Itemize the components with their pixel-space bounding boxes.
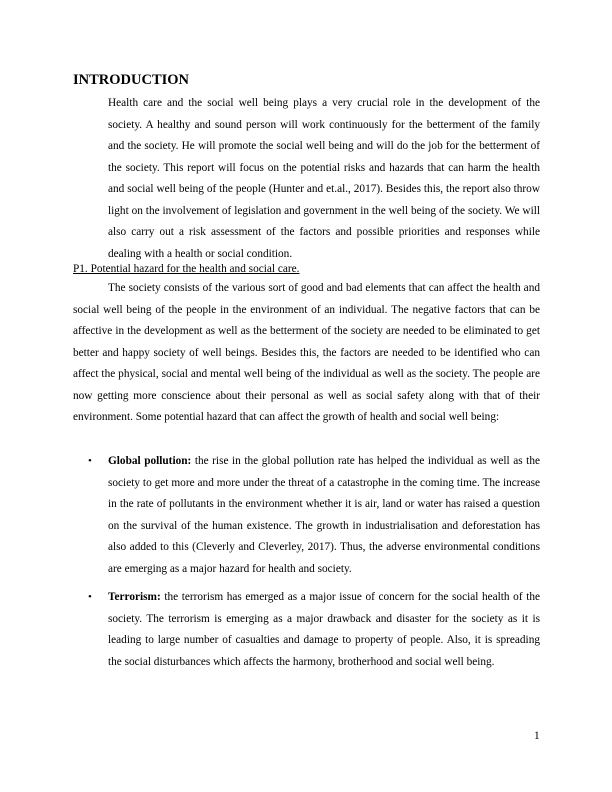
introduction-heading: INTRODUCTION (73, 72, 190, 88)
introduction-paragraph: Health care and the social well being plays a very crucial role in the development of the society. A healthy and sound person will work continuously for the betterment of the family and the society. He will promote the social well being and will do the job for the betterment of the society. This report will focus on the potential risks and hazards that can harm the health and social well being of the people (Hunter and et.al., 2017). Besides this, the report also throw light on the involvement of legislation and government in the well being of the society. We will also carry out a risk assessment of the factors and possible priorities and responses while dealing with a health or social condition. (108, 97, 540, 260)
p1-paragraph: The society consists of the various sort of good and bad elements that can affect the health and social well being of the people in the environment of an individual. The negative factors that can be affective in the development as well as the betterment of the society are needed to be eliminated to get better and happy society of well beings. Besides this, the factors are needed to be identified who can affect the physical, social and mental well being of the individual as well as the society. The people are now getting more conscience about their personal as well as social safety along with that of their environment. Some potential hazard that can affect the growth of health and social well being: (73, 282, 540, 423)
bullet-term: Global pollution: (108, 455, 192, 467)
hazard-bullet-list (73, 451, 540, 680)
bullet-text: the terrorism has emerged as a major issue of concern for the social health of the society. The terrorism is emerging as a major drawback and disaster for the society as it is leading to large number of casualties and damage to property of people. Also, it is spreading the social disturbances which affects the harmony, brotherhood and social well being. (108, 591, 540, 668)
bullet-icon: • (88, 455, 92, 467)
page-number: 1 (534, 730, 540, 742)
list-item (73, 587, 540, 673)
list-item (73, 451, 540, 580)
bullet-text: the rise in the global pollution rate has helped the individual as well as the society to get more and more under the threat of a catastrophe in the coming time. The increase in the rate of pollutants in the environment whether it is air, land or water has raised a question on the survival of the human existence. The growth in industrialisation and deforestation has also added to this (Cleverly and Cleverley, 2017). Thus, the adverse environmental conditions are emerging as a major hazard for health and society. (108, 455, 540, 575)
bullet-icon: • (88, 591, 92, 603)
p1-section-heading: P1. Potential hazard for the health and social care. (73, 263, 300, 275)
bullet-term: Terrorism: (108, 591, 161, 603)
